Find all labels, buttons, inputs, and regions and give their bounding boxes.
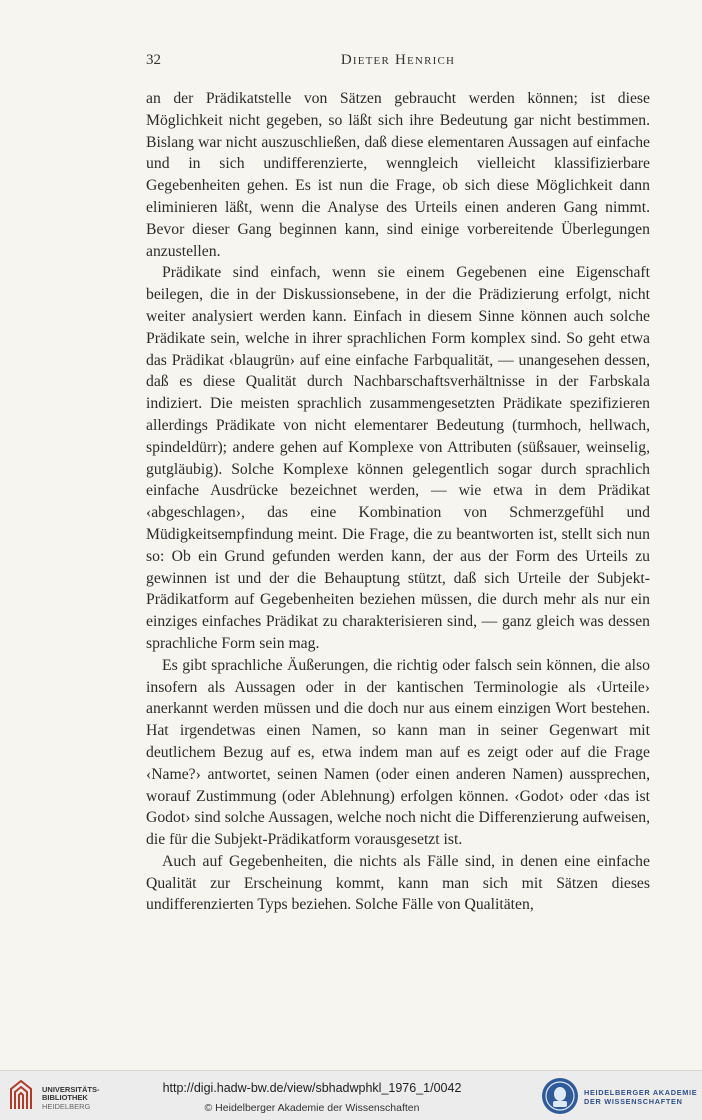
paragraph: Es gibt sprachliche Äußerungen, die richtig oder falsch sein können, die also insofern als Aussagen oder in der kantischen Terminologie als ‹Urteile› anerkannt werden müssen und die doch nur aus einem einzigen Wort bestehen. Hat irgendetwas einen Namen, so kann man in seiner Gegenwart mit deutlichem Bezug auf es, etwa indem man auf es zeigt oder auf die Frage ‹Name?› antwortet, seinen Namen (oder einen anderen Namen) aussprechen, worauf Zustimmung (oder Ablehnung) erfolgen können. ‹Godot› oder ‹das ist Godot› sind solche Aussagen, welche noch nicht die Differenzierung aufweisen, die für die Subjekt-Prädikatform vorausgesetzt ist. xyxy=(146,656,650,849)
page-number: 32 xyxy=(146,52,161,68)
body-text xyxy=(146,88,650,916)
viewer-footer xyxy=(0,1070,702,1120)
library-emblem-icon xyxy=(8,1079,34,1111)
university-library-logo[interactable] xyxy=(8,1077,158,1115)
academy-logo[interactable] xyxy=(540,1075,700,1117)
academy-name: HEIDELBERGER AKADEMIE DER WISSENSCHAFTEN xyxy=(584,1088,698,1106)
running-head xyxy=(146,52,650,72)
running-head-author: Dieter Henrich xyxy=(340,52,456,68)
paragraph: an der Prädikatstelle von Sätzen gebraucht werden können; ist diese Möglichkeit nicht gegeben, so läßt sich ihre Bedeutung gar nicht bestimmen. Bislang war nicht auszuschließen, daß diese elementaren Aussagen auf einfache und in sich undifferenzierte, wenngleich vielleicht klassifizierbare Gegebenheiten gehen. Es ist nun die Frage, ob sich diese Möglichkeit dann eliminieren läßt, wenn die Analyse des Urteils einen anderen Gang nimmt. Bevor dieser Gang beginnen kann, sind einige vorbereitende Überlegungen anzustellen. xyxy=(146,90,650,260)
copyright-notice: © Heidelberger Akademie der Wissenschaften xyxy=(204,1102,420,1114)
library-name: UNIVERSITÄTS- BIBLIOTHEK HEIDELBERG xyxy=(42,1085,100,1111)
permalink-url[interactable]: http://digi.hadw-bw.de/view/sbhadwphkl_1976_1/0042 xyxy=(162,1081,462,1095)
paragraph: Auch auf Gegebenheiten, die nichts als Fälle sind, in denen eine einfache Qualität zur Erscheinung kommt, kann man sich mit Sätzen dieses undifferenzierten Typs beziehen. Solche Fälle von Qualitäten, xyxy=(146,852,650,914)
paragraph: Prädikate sind einfach, wenn sie einem Gegebenen eine Eigenschaft beilegen, die in der Diskussionsebene, in der die Prädizierung erfolgt, nicht weiter analysiert werden kann. Einfach in diesem Sinne können auch solche Prädikate sein, welche in ihrer sprachlichen Form komplex sind. So geht etwa das Prädikat ‹blaugrün› auf eine einfache Farbqualität, — unangesehen dessen, daß es diese Qualität durch Nachbarschaftsverhältnisse in der Farbskala indiziert. Die meisten sprachlich zusammengesetzten Prädikate spezifizieren allerdings Prädikate von nicht elementarer Bedeutung (turmhoch, hellwach, spindeldürr); andere gehen auf Komplexe von Attributen (süßsauer, weinselig, gutgläubig). Solche Komplexe können gelegentlich sogar durch sprachlich einfache Ausdrücke bezeichnet werden, — wie etwa in dem Prädikat ‹abgeschlagen›, das eine Kombination von Schmerzgefühl und Müdigkeitsempfindung meint. Die Frage, die zu beantworten ist, stellt sich nun so: Ob ein Grund gefunden werden kann, der aus der Form des Urteils zu gewinnen ist und der die Behauptung stützt, daß sich Urteile der Subjekt-Prädikatform auf Gegebenheiten beziehen müssen, die durch mehr als nur ein einziges einfaches Prädikat zu charakterisieren sind, — ganz gleich was dessen sprachliche Form sein mag. xyxy=(146,264,650,652)
academy-seal-icon xyxy=(540,1075,580,1117)
